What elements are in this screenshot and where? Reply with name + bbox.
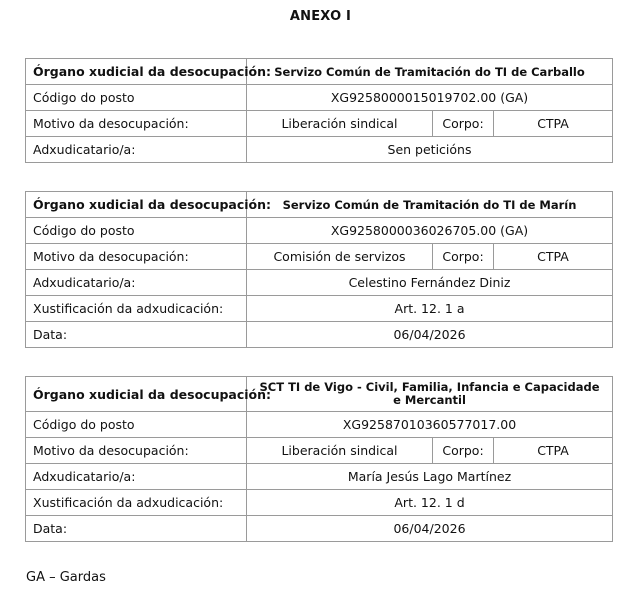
footnote: GA – Gardas: [26, 570, 106, 585]
codigo-value: XG9258000015019702.00 (GA): [247, 85, 613, 111]
table-row-organo: [26, 59, 613, 85]
corpo-label: Corpo:: [433, 438, 494, 464]
corpo-label: Corpo:: [433, 244, 494, 270]
codigo-label: Código do posto: [26, 85, 247, 111]
data-label: Data:: [26, 516, 247, 542]
organo-value: Servizo Común de Tramitación do TI de Carballo: [247, 59, 613, 85]
organo-label: Órgano xudicial da desocupación:: [26, 377, 247, 412]
xustificacion-value: Art. 12. 1 d: [247, 490, 613, 516]
adxudicatario-value: Sen peticións: [247, 137, 613, 163]
adxudicatario-label: Adxudicatario/a:: [26, 137, 247, 163]
motivo-label: Motivo da desocupación:: [26, 438, 247, 464]
xustificacion-value: Art. 12. 1 a: [247, 296, 613, 322]
table-row-motivo: [26, 111, 613, 137]
vacancy-table-3: [25, 376, 613, 542]
corpo-value: CTPA: [494, 244, 613, 270]
table-row-motivo: [26, 244, 613, 270]
adxudicatario-label: Adxudicatario/a:: [26, 464, 247, 490]
document-title: ANEXO I: [289, 9, 352, 24]
motivo-value: Comisión de servizos: [247, 244, 433, 270]
vacancy-table-2: [25, 191, 613, 348]
motivo-value: Liberación sindical: [247, 111, 433, 137]
corpo-value: CTPA: [494, 111, 613, 137]
codigo-value: XG92587010360577017.00: [247, 412, 613, 438]
data-label: Data:: [26, 322, 247, 348]
xustificacion-label: Xustificación da adxudicación:: [26, 490, 247, 516]
organo-value: Servizo Común de Tramitación do TI de Marín: [247, 192, 613, 218]
xustificacion-label: Xustificación da adxudicación:: [26, 296, 247, 322]
codigo-value: XG9258000036026705.00 (GA): [247, 218, 613, 244]
data-value: 06/04/2026: [247, 322, 613, 348]
table-row-xustificacion: [26, 296, 613, 322]
table-row-data: [26, 322, 613, 348]
corpo-value: CTPA: [494, 438, 613, 464]
adxudicatario-value: Celestino Fernández Diniz: [247, 270, 613, 296]
table-row-data: [26, 516, 613, 542]
data-value: 06/04/2026: [247, 516, 613, 542]
table-row-xustificacion: [26, 490, 613, 516]
motivo-label: Motivo da desocupación:: [26, 111, 247, 137]
organo-label: Órgano xudicial da desocupación:: [26, 59, 247, 85]
corpo-label: Corpo:: [433, 111, 494, 137]
table-row-codigo: [26, 412, 613, 438]
table-row-adxudicatario: [26, 137, 613, 163]
table-row-adxudicatario: [26, 270, 613, 296]
codigo-label: Código do posto: [26, 412, 247, 438]
vacancy-table-1: [25, 58, 613, 163]
table-row-adxudicatario: [26, 464, 613, 490]
table-row-codigo: [26, 85, 613, 111]
table-row-organo: [26, 192, 613, 218]
motivo-label: Motivo da desocupación:: [26, 244, 247, 270]
organo-label: Órgano xudicial da desocupación:: [26, 192, 247, 218]
codigo-label: Código do posto: [26, 218, 247, 244]
motivo-value: Liberación sindical: [247, 438, 433, 464]
organo-value: SCT TI de Vigo - Civil, Familia, Infancia e Capacidade e Mercantil: [247, 377, 613, 412]
adxudicatario-value: María Jesús Lago Martínez: [247, 464, 613, 490]
adxudicatario-label: Adxudicatario/a:: [26, 270, 247, 296]
table-row-codigo: [26, 218, 613, 244]
table-row-organo: [26, 377, 613, 412]
table-row-motivo: [26, 438, 613, 464]
